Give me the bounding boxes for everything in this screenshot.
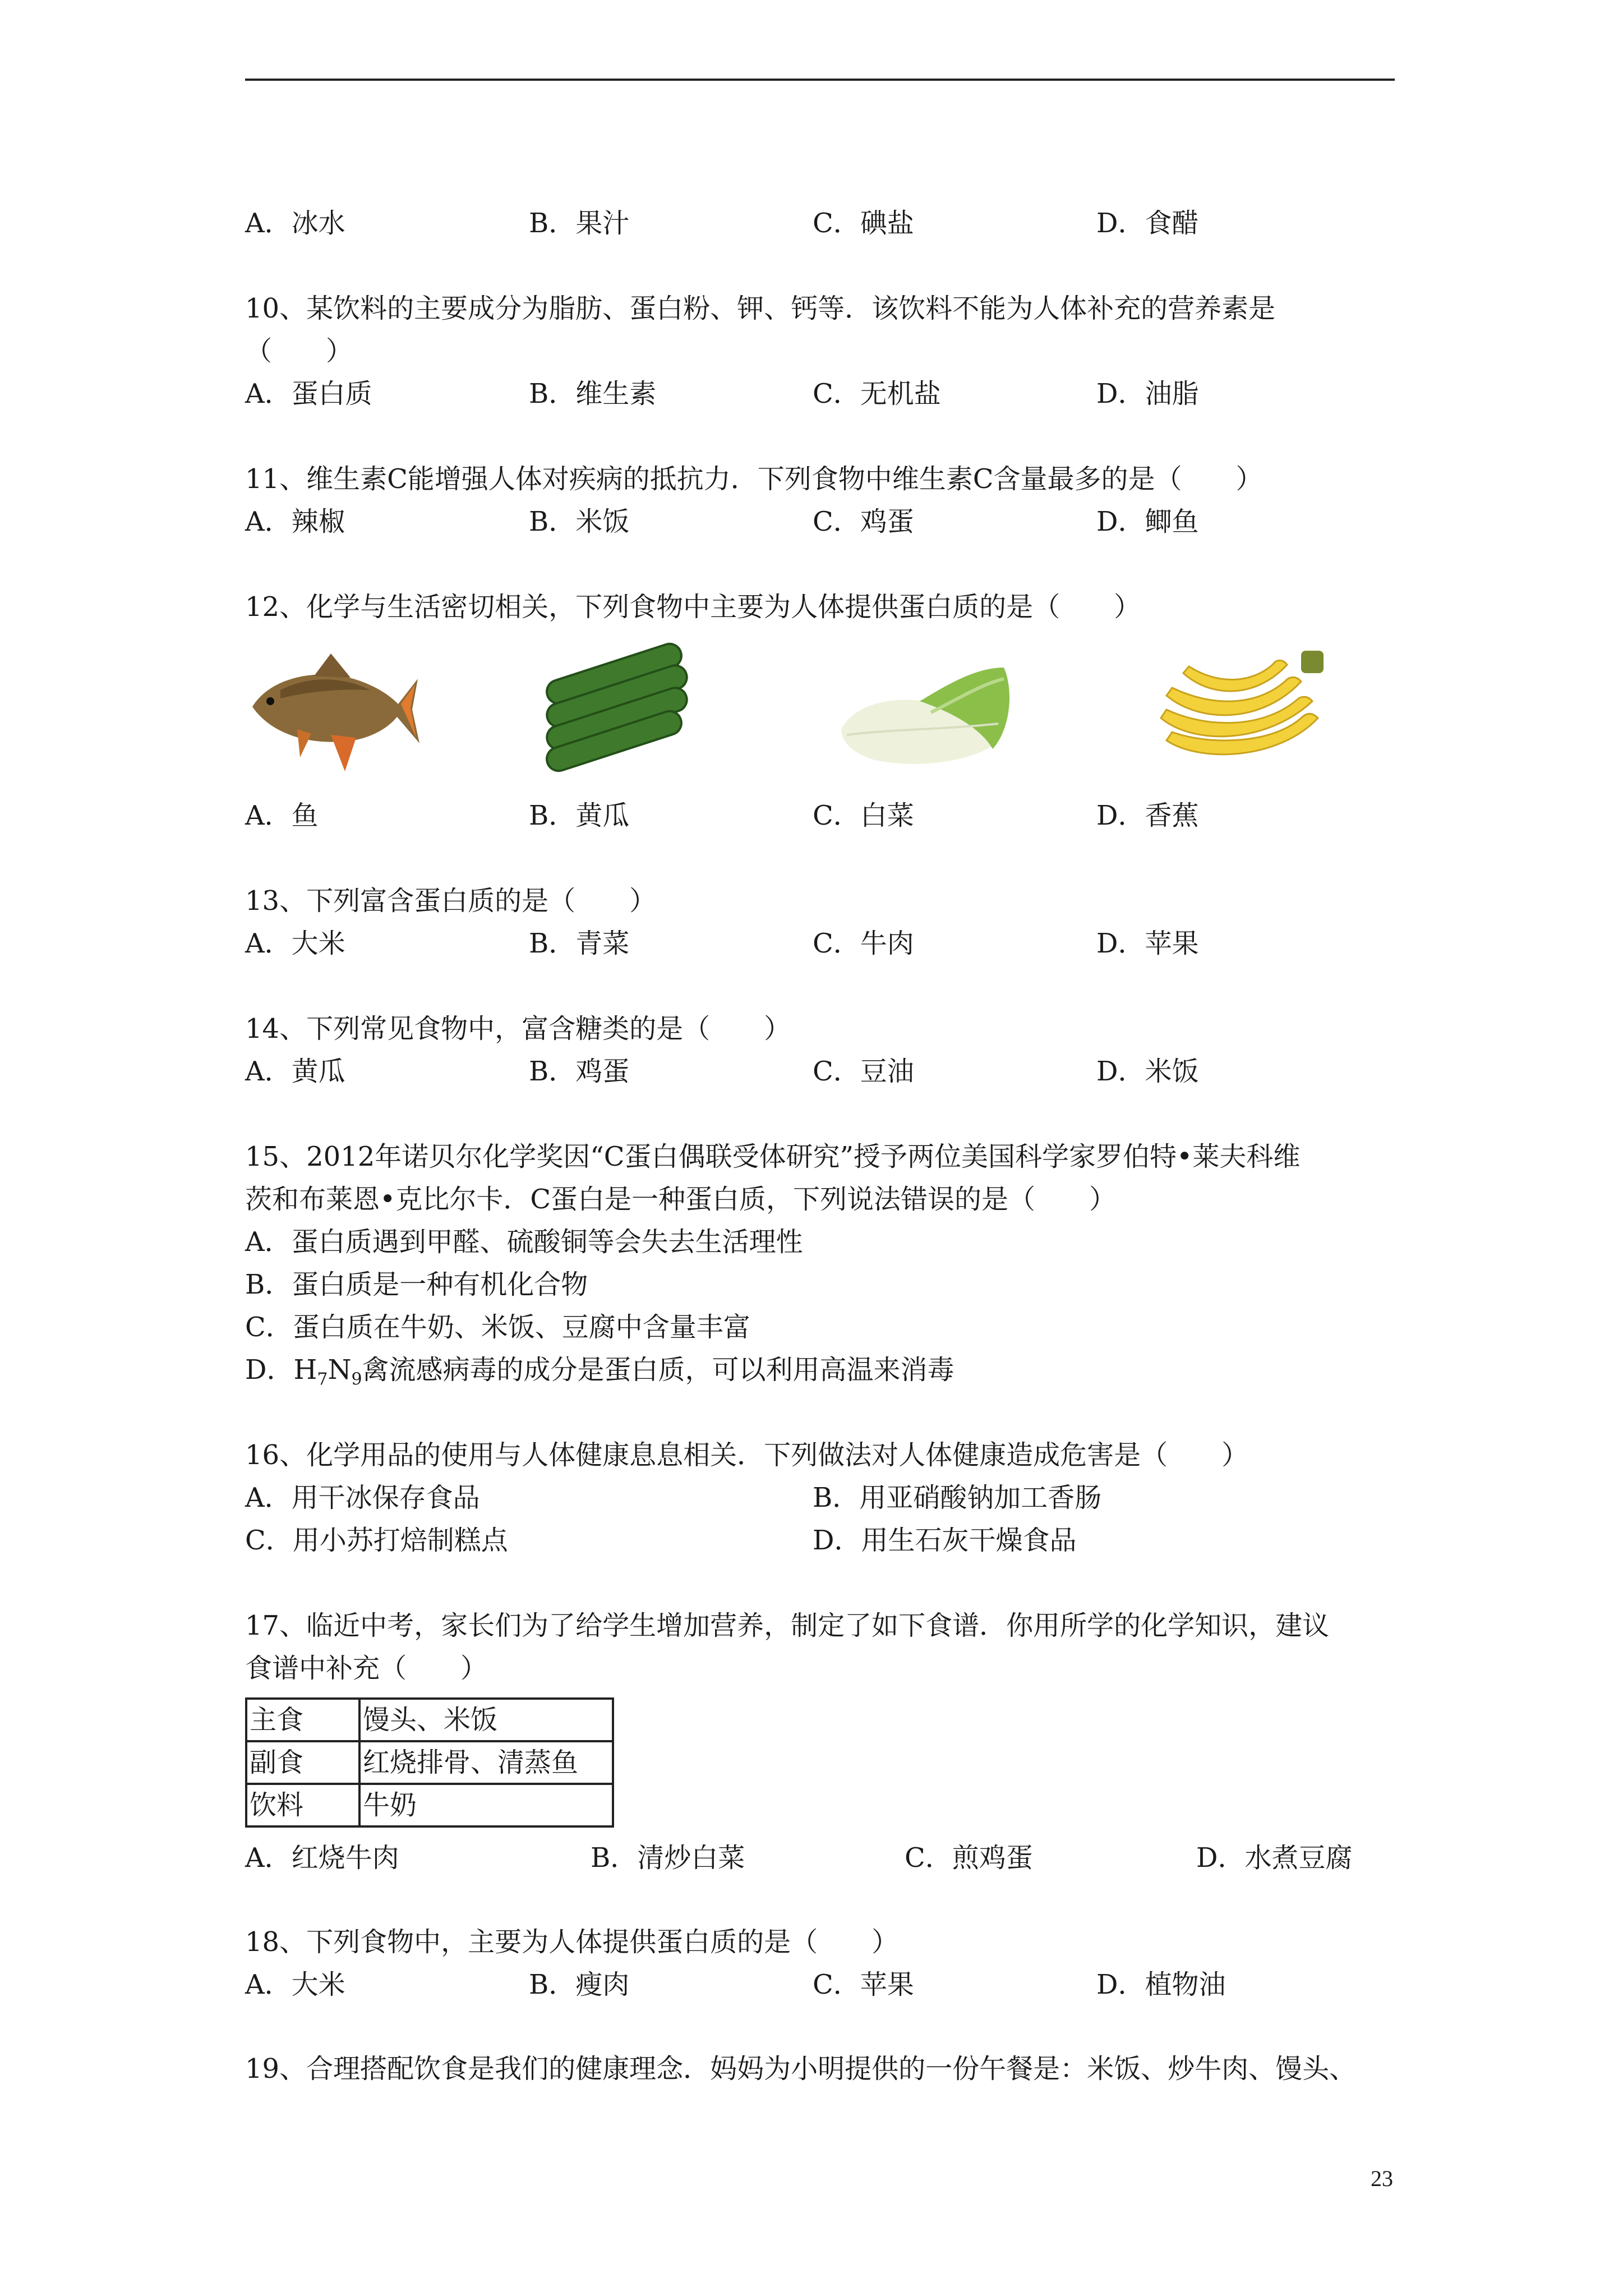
q11-stem: 11、维生素C能增强人体对疾病的抵抗力．下列食物中维生素C含量最多的是（ ） (245, 463, 1263, 495)
table-cell: 主食 (246, 1699, 359, 1741)
q13-option-d[interactable]: D．苹果 (1096, 928, 1199, 959)
q13-option-b[interactable]: B．青菜 (529, 928, 630, 959)
q14-option-b[interactable]: B．鸡蛋 (529, 1056, 630, 1087)
q15-option-d-rest: 禽流感病毒的成分是蛋白质，可以利用高温来消毒 (362, 1354, 955, 1386)
q10-option-a[interactable]: A．蛋白质 (245, 378, 372, 409)
q9-option-b[interactable]: B．果汁 (529, 208, 630, 239)
q13-option-c[interactable]: C．牛肉 (813, 928, 914, 959)
fish-image (247, 645, 421, 774)
table-row (246, 1741, 613, 1784)
q11-option-c[interactable]: C．鸡蛋 (813, 506, 914, 537)
q12-option-b[interactable]: B．黄瓜 (529, 800, 630, 831)
q16-stem: 16、化学用品的使用与人体健康息息相关．下列做法对人体健康造成危害是（ ） (245, 1439, 1249, 1471)
q17-option-b[interactable]: B．清炒白菜 (591, 1842, 745, 1874)
q15-option-d-mid: N (328, 1354, 352, 1386)
table-cell: 牛奶 (359, 1784, 613, 1826)
q18-option-d[interactable]: D．植物油 (1096, 1969, 1226, 2000)
q16-option-b[interactable]: B．用亚硝酸钠加工香肠 (813, 1482, 1102, 1513)
table-row (246, 1699, 613, 1741)
page-number: 23 (1371, 2166, 1393, 2191)
q16-option-d[interactable]: D．用生石灰干燥食品 (813, 1525, 1077, 1556)
q9-option-d[interactable]: D．食醋 (1096, 208, 1199, 239)
q15-option-d[interactable] (245, 1353, 955, 1397)
q18-option-a[interactable]: A．大米 (245, 1969, 345, 2000)
recipe-table (245, 1697, 614, 1828)
q10-option-b[interactable]: B．维生素 (529, 378, 657, 409)
q15-option-b[interactable]: B．蛋白质是一种有机化合物 (245, 1269, 588, 1300)
q13-option-a[interactable]: A．大米 (245, 928, 345, 959)
q15-option-d-prefix: D．H (245, 1354, 317, 1386)
q18-option-c[interactable]: C．苹果 (813, 1969, 914, 2000)
q15-option-a[interactable]: A．蛋白质遇到甲醛、硫酸铜等会失去生活理性 (245, 1226, 803, 1258)
table-cell: 副食 (246, 1741, 359, 1784)
q11-option-d[interactable]: D．鲫鱼 (1096, 506, 1199, 537)
q15-option-d-sub2: 9 (351, 1369, 362, 1389)
table-cell: 馒头、米饭 (359, 1699, 613, 1741)
q17-option-c[interactable]: C．煎鸡蛋 (905, 1842, 1033, 1874)
q14-option-a[interactable]: A．黄瓜 (245, 1056, 345, 1087)
q14-option-c[interactable]: C．豆油 (813, 1056, 914, 1087)
q16-option-a[interactable]: A．用干冰保存食品 (245, 1482, 480, 1513)
cabbage-image (836, 645, 1015, 774)
q11-option-a[interactable]: A．辣椒 (245, 506, 345, 537)
q19-stem: 19、合理搭配饮食是我们的健康理念．妈妈为小明提供的一份午餐是：米饭、炒牛肉、馒头、 (245, 2053, 1357, 2085)
q11-option-b[interactable]: B．米饭 (529, 506, 630, 537)
banana-image (1150, 634, 1340, 780)
q10-stem-line1: 10、某饮料的主要成分为脂肪、蛋白粉、钾、钙等．该饮料不能为人体补充的营养素是 (245, 293, 1276, 324)
table-cell: 饮料 (246, 1784, 359, 1826)
table-row (246, 1784, 613, 1826)
cucumber-image (533, 639, 701, 774)
q15-stem-line1: 15、2012年诺贝尔化学奖因“C蛋白偶联受体研究”授予两位美国科学家罗伯特•莱夫科维 (245, 1141, 1301, 1172)
q17-option-a[interactable]: A．红烧牛肉 (245, 1842, 399, 1874)
q18-option-b[interactable]: B．瘦肉 (529, 1969, 630, 2000)
q12-option-a[interactable]: A．鱼 (245, 800, 319, 831)
q13-stem: 13、下列富含蛋白质的是（ ） (245, 885, 657, 917)
q9-option-c[interactable]: C．碘盐 (813, 208, 914, 239)
q17-stem-line1: 17、临近中考，家长们为了给学生增加营养，制定了如下食谱．你用所学的化学知识，建议 (245, 1610, 1330, 1641)
q15-option-c[interactable]: C．蛋白质在牛奶、米饭、豆腐中含量丰富 (245, 1312, 750, 1343)
q15-option-d-sub1: 7 (317, 1369, 328, 1389)
q10-stem-line2: （ ） (245, 335, 353, 367)
q17-option-d[interactable]: D．水煮豆腐 (1196, 1842, 1353, 1874)
q9-option-a[interactable]: A．冰水 (245, 208, 345, 239)
header-rule (245, 79, 1395, 81)
q12-stem: 12、化学与生活密切相关，下列食物中主要为人体提供蛋白质的是（ ） (245, 591, 1141, 623)
q17-stem-line2: 食谱中补充（ ） (245, 1653, 488, 1684)
q10-option-c[interactable]: C．无机盐 (813, 378, 941, 409)
q18-stem: 18、下列食物中，主要为人体提供蛋白质的是（ ） (245, 1926, 899, 1958)
q14-option-d[interactable]: D．米饭 (1096, 1056, 1199, 1087)
q10-option-d[interactable]: D．油脂 (1096, 378, 1199, 409)
q12-option-d[interactable]: D．香蕉 (1096, 800, 1199, 831)
table-cell: 红烧排骨、清蒸鱼 (359, 1741, 613, 1784)
q12-option-c[interactable]: C．白菜 (813, 800, 914, 831)
q14-stem: 14、下列常见食物中，富含糖类的是（ ） (245, 1013, 791, 1045)
q16-option-c[interactable]: C．用小苏打焙制糕点 (245, 1525, 508, 1556)
q15-stem-line2: 茨和布莱恩•克比尔卡．C蛋白是一种蛋白质，下列说法错误的是（ ） (245, 1184, 1117, 1215)
